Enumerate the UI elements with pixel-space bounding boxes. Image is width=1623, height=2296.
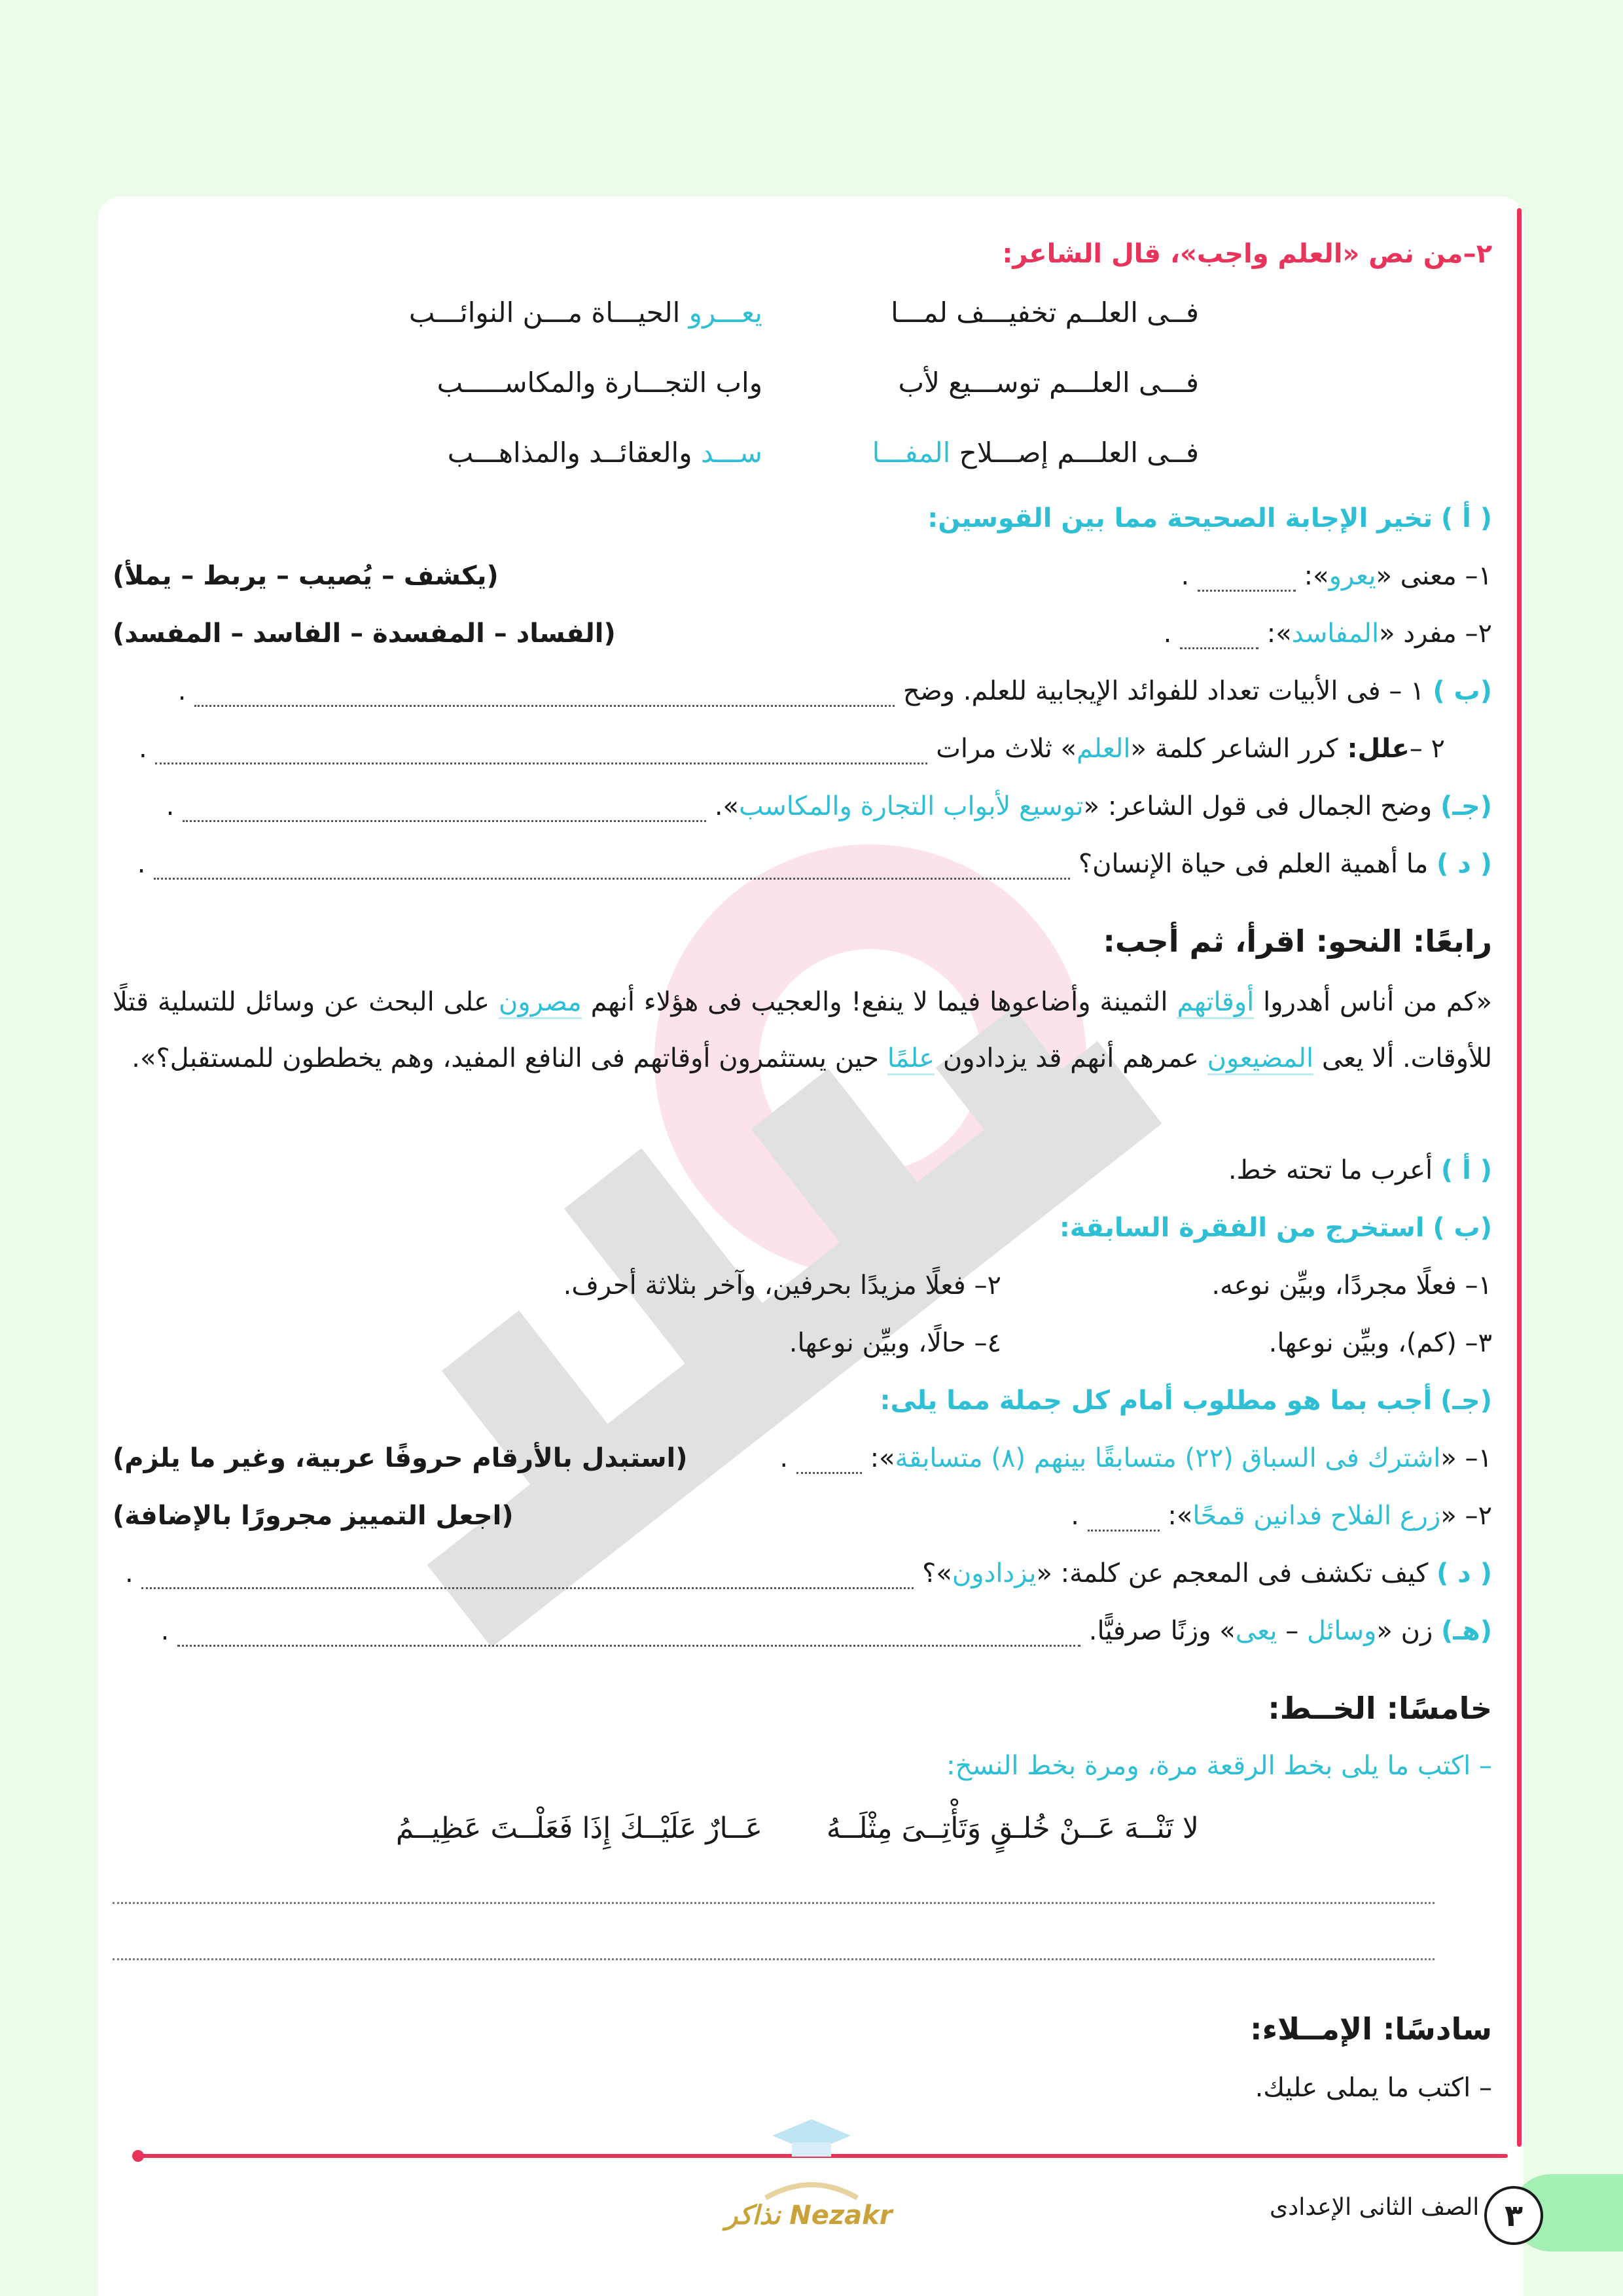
section-4-part-d: ( د ) كيف تكشف فى المعجم عن كلمة: «يزدادون»؟ . (124, 1558, 1492, 1588)
writing-line-2[interactable] (113, 1958, 1435, 1960)
part-a-header: ( أ ) تخير الإجابة الصحيحة مما بين القوسين: (927, 503, 1492, 533)
part-c-subitem-2-instruction: (اجعل التمييز مجرورًا بالإضافة) (113, 1501, 514, 1531)
verse-3-first-hemistich: فــى العلـــم إصـــلاح المفـــا (872, 437, 1199, 469)
section-4-part-a: ( أ ) أعرب ما تحته خط. (1228, 1155, 1492, 1185)
page-margin-line (1517, 208, 1522, 2147)
part-c-subitem-2: ٢– «زرع الفلاح فدانين قمحًا»: . (1071, 1501, 1492, 1531)
calligraphy-verse-second: عَــارٌ عَلَيْــكَ إِذَا فَعَلْــتَ عَظِيــمُ (395, 1812, 762, 1845)
part-d-item: ( د ) ما أهمية العلم فى حياة الإنسان؟ . (137, 849, 1492, 879)
part-c-subitem-1-instruction: (استبدل بالأرقام حروفًا عربية، وغير ما يلزم) (113, 1443, 688, 1473)
bottom-rule-dot (132, 2150, 144, 2162)
section-6-title: سادسًا: الإمــلاء: (1250, 2011, 1492, 2047)
part-a-item-2-choices: (الفساد – المفسدة – الفاسد – المفسد) (113, 619, 616, 649)
verse-1-first-hemistich: فــى العلــم تخفيـــف لمـــا (891, 296, 1199, 329)
section-4-title: رابعًا: النحو: اقرأ، ثم أجب: (1103, 924, 1492, 959)
nezakr-logo-text: Nezakr نذاكر (725, 2200, 893, 2231)
part-c-item: (جـ) وضح الجمال فى قول الشاعر: «توسيع لأبواب التجارة والمكاسب». . (166, 791, 1492, 821)
part-b-item-1: (ب ) ١ – فى الأبيات تعداد للفوائد الإيجابية للعلم. وضح . (177, 676, 1492, 706)
footer-grade: الصف الثانى الإعدادى (1270, 2194, 1480, 2221)
section-4-part-b: (ب ) استخرج من الفقرة السابقة: (1059, 1213, 1492, 1243)
section-4-part-e: (هـ) زن «وسائل – يعى» وزنًا صرفيًّا. . (160, 1616, 1492, 1646)
verse-1-second-hemistich: يعـــرو الحيـــاة مـــن النوائـــب (408, 296, 762, 329)
section-5-title: خامسًا: الخــط: (1268, 1691, 1492, 1726)
part-b-subitem-1: ١– فعلًا مجردًا، وبيِّن نوعه. (1211, 1270, 1492, 1300)
section-5-instruction: – اكتب ما يلى بخط الرقعة مرة، ومرة بخط النسخ: (946, 1751, 1492, 1781)
section-4-part-c: (جـ) أجب بما هو مطلوب أمام كل جملة مما يلى: (880, 1386, 1492, 1416)
verse-2-second-hemistich: واب التجـــارة والمكاســـــب (437, 367, 762, 399)
part-b-subitem-3: ٣– (كم)، وبيِّن نوعها. (1268, 1328, 1492, 1358)
page-number: ٣ (1484, 2186, 1543, 2245)
writing-line-1[interactable] (113, 1902, 1435, 1904)
part-a-item-2: ٢– مفرد «المفاسد»: . (1163, 619, 1492, 649)
section-6-instruction: – اكتب ما يملى عليك. (1255, 2073, 1492, 2103)
calligraphy-verse-first: لا تَنْــهَ عَــنْ خُلـقٍ وَتَأْتِــىَ مِثْلَــهُ (826, 1812, 1199, 1845)
part-b-subitem-4: ٤– حالًا، وبيِّن نوعها. (789, 1328, 1001, 1358)
grammar-paragraph: «كم من أناس أهدروا أوقاتهم الثمينة وأضاعوها فيما لا ينفع! والعجيب فى هؤلاء أنهم مصرون على البحث عن وسائل للتسلية قتلًا للأوقات. ألا يعى المضيعون عمرهم أنهم قد يزدادون علمًا حين يستثمرون أوقاتهم فى النافع المفيد، وهم يخططون للمستقبل؟». (113, 974, 1492, 1086)
question-2-header: ٢–من نص «العلم واجب»، قال الشاعر: (1002, 239, 1492, 269)
part-a-item-1: ١– معنى «يعرو»: . (1181, 561, 1492, 591)
part-a-item-1-choices: (يكشف – يُصيب – يربط – يملأ) (113, 561, 499, 591)
part-b-subitem-2: ٢– فعلًا مزيدًا بحرفين، وآخر بثلاثة أحرف. (563, 1270, 1001, 1300)
part-b-item-2: ٢ –علل: كرر الشاعر كلمة «العلم» ثلاث مرات . (139, 734, 1445, 764)
verse-2-first-hemistich: فـــى العلـــم توســـيع لأب (898, 367, 1199, 399)
verse-3-second-hemistich: ســـد والعقائــد والمذاهـــب (447, 437, 762, 469)
nezakr-logo-icon (720, 2113, 903, 2211)
part-c-subitem-1: ١– «اشترك فى السباق (٢٢) متسابقًا بينهم (٨) متسابقة»: . (779, 1443, 1492, 1473)
